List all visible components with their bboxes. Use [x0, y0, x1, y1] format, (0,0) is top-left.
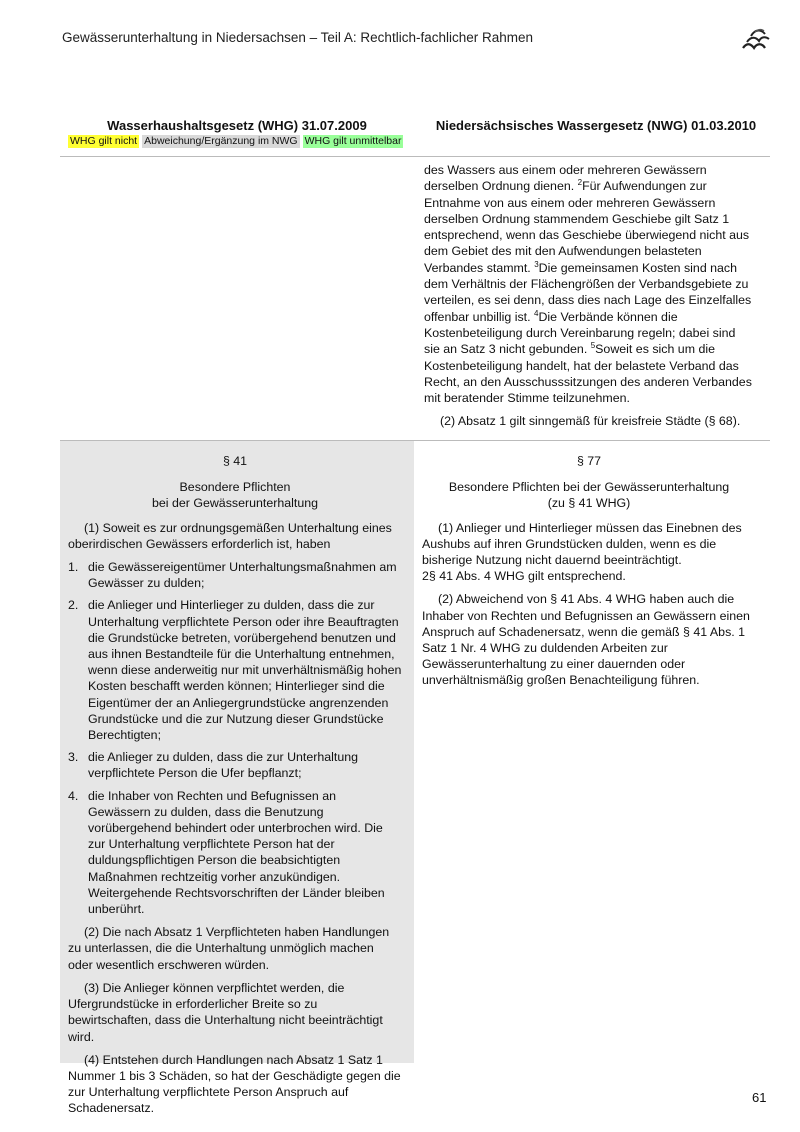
section-heading: Besondere Pflichten bei der Gewässerunterhaltung (zu § 41 WHG)	[448, 480, 730, 511]
paragraph: (2) Absatz 1 gilt sinngemäß für kreisfreie Städte (§ 68).	[440, 414, 741, 429]
list-item: 2. die Anlieger und Hinterlieger zu dulden, dass die zur Unterhaltung verpflichtete Person oder ihre Beauftragten die Grundstücke betreten, vorübergehend benutzen und aus ihnen Bestandteile für die Unterhaltung entnehmen, wenn diese anderweitig nur mit unverhältnismäßig hohen Kosten beschafft werden können; Hinterlieger sind die Eigentümer der an Anliegergrundstücke angrenzenden Grundstücke und die zur Nutzung dieser Grundstücke Berechtigten;	[68, 598, 402, 743]
running-title: Gewässerunterhaltung in Niedersachsen – Teil A: Rechtlich-fachlicher Rahmen	[62, 30, 533, 45]
whg-section-41	[60, 441, 414, 1116]
list-item: 1. die Gewässereigentümer Unterhaltungsmaßnahmen am Gewässer zu dulden;	[68, 560, 397, 591]
paragraph: (2) Abweichend von § 41 Abs. 4 WHG haben auch die Inhaber von Rechten und Befugnissen an Gewässern einen Anspruch auf Schadenersatz, wenn die gemäß § 41 Abs. 1 Satz 1 Nr. 4 WHG zu duldenden Arbeiten zur Gewässerunterhaltung zu einer dauernden oder unverhältnismäßig großen Benachteiligung führen.	[422, 592, 750, 688]
list-item: 3. die Anlieger zu dulden, dass die zur Unterhaltung verpflichtete Person die Ufer bepflanzt;	[68, 750, 359, 781]
color-legend	[68, 135, 403, 148]
paragraph: (4) Entstehen durch Handlungen nach Absatz 1 Satz 1 Nummer 1 bis 3 Schäden, so hat der Geschädigte gegen die zur Unterhaltung verpflichtete Person Anspruch auf Schadenersatz.	[68, 1052, 401, 1116]
paragraph: des Wassers aus einem oder mehreren Gewässern derselben Ordnung dienen. $^2$Für Aufwendungen zur Entnahme von aus einem oder mehreren Gewässern derselben Ordnung stammendem Geschiebe gilt Satz 1 entsprechend, wenn das Geschiebe überwiegend nicht aus dem Gebiet des mit den Aufwendungen belasteten Verbandes stammt. $^3$Die gemeinsamen Kosten sind nach dem Verhältnis der Flächengrößen der Verbandsgebiete zu verteilen, es sei denn, dass dies nach Lage des Einzelfalles offenbar unbillig ist. $^4$Die Verbände können die Kostenbeteiligung durch Vereinbarung regeln; dabei sind sie an Satz 3 nicht gebunden. $^5$Soweit es sich um die Kostenbeteiligung handelt, hat der belastete Verband das Recht, an den Ausschusssitzungen des anderen Verbandes mit beratender Stimme teilzunehmen.	[424, 163, 752, 406]
page-number: 61	[752, 1090, 767, 1105]
section-heading: Besondere Pflichten bei der Gewässerunterhaltung	[152, 480, 318, 511]
nwg-section-77	[422, 453, 756, 696]
section-number: § 77	[576, 454, 602, 468]
divider	[60, 156, 770, 157]
paragraph: (1) Soweit es zur ordnungsgemäßen Unterhaltung eines oberirdischen Gewässers erforderlich ist, haben	[68, 520, 392, 551]
legend-direct: WHG gilt unmittelbar	[304, 135, 402, 147]
paragraph: (1) Anlieger und Hinterlieger müssen das Einebnen des Aushubs auf ihren Grundstücken dulden, wenn es die bisherige Nutzung nicht dauernd beeinträchtigt. 2§ 41 Abs. 4 WHG gilt entsprechend.	[422, 520, 742, 584]
obligation-list	[68, 559, 402, 917]
section-number: § 41	[222, 454, 248, 468]
legend-deviation: Abweichung/Ergänzung im NWG	[144, 135, 298, 147]
paragraph: (3) Die Anlieger können verpflichtet werden, die Ufergrundstücke in erforderlicher Breite so zu bewirtschaften, dass die Unterhaltung nicht beeinträchtigt wird.	[68, 980, 383, 1044]
whg-column-title: Wasserhaushaltsgesetz (WHG) 31.07.2009	[107, 118, 367, 133]
paragraph: (2) Die nach Absatz 1 Verpflichteten haben Handlungen zu unterlassen, die die Unterhaltung unmöglich machen oder wesentlich erschweren würden.	[68, 925, 390, 972]
wave-logo-icon	[741, 26, 771, 52]
legend-not-applicable: WHG gilt nicht	[70, 135, 138, 147]
nwg-continued-text	[424, 162, 754, 437]
nwg-column-title: Niedersächsisches Wassergesetz (NWG) 01.03.2010	[435, 118, 757, 133]
list-item: 4. die Inhaber von Rechten und Befugnissen an Gewässern zu dulden, dass die Benutzung vorübergehend behindert oder unterbrochen wird. Die zur Unterhaltung verpflichtete Person hat der duldungspflichtigen Person die beabsichtigten Maßnahmen rechtzeitig vorher anzukündigen. Weitergehende Rechtsvorschriften der Länder bleiben unberührt.	[68, 788, 385, 917]
